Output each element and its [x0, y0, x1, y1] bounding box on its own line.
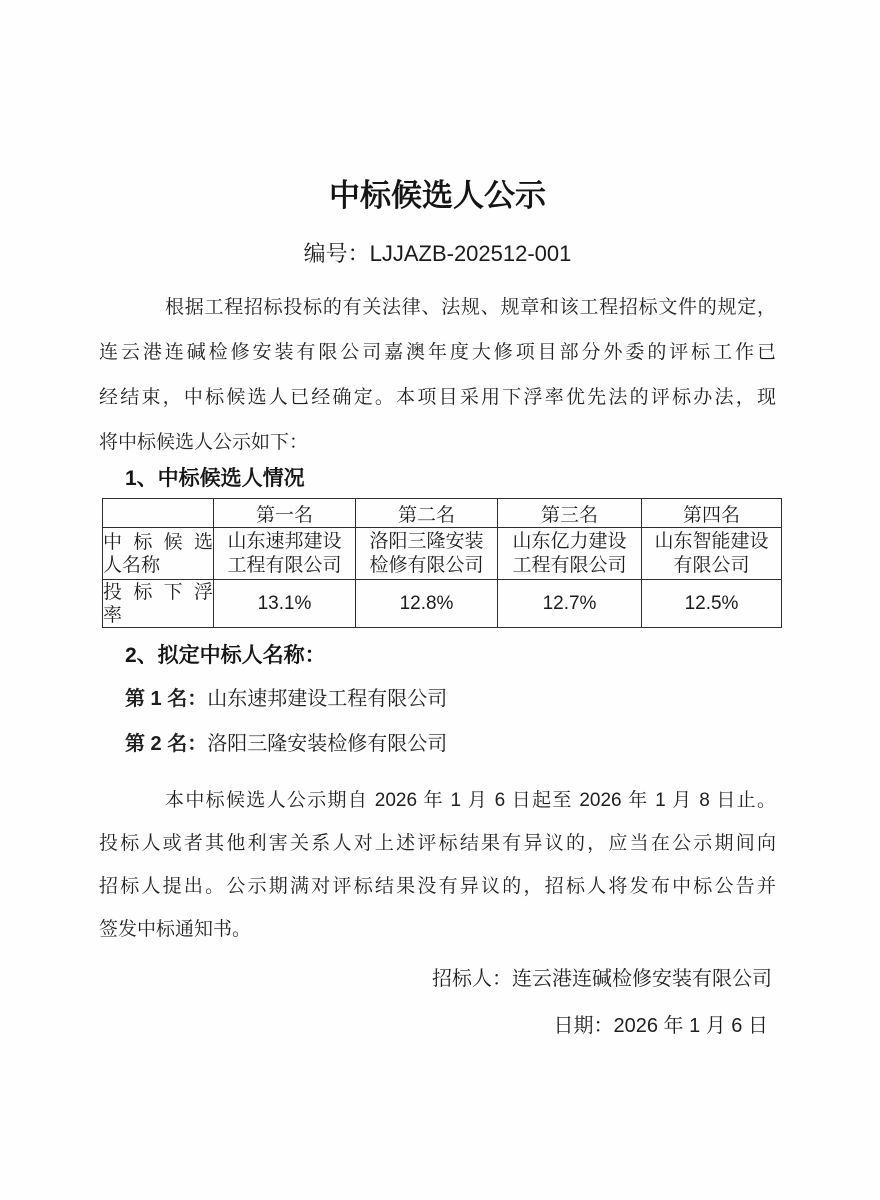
candidate-name-cell: 山东智能建设 有限公司 [642, 528, 782, 580]
rank-line [99, 722, 776, 767]
rank-header-cell: 第一名 [214, 499, 356, 528]
section1-heading: 1、中标候选人情况 [125, 467, 305, 490]
paragraph-line: 签发中标通知书。 [99, 919, 252, 940]
paragraph-line: 连云港连碱检修安装有限公司嘉澳年度大修项目部分外委的评标工作已 [99, 342, 776, 363]
rate-cell: 12.7% [498, 580, 642, 628]
rate-cell: 12.8% [356, 580, 498, 628]
rank-header-cell: 第四名 [642, 499, 782, 528]
rate-row [103, 580, 782, 628]
doc-number: 编号：LJJAZB-202512-001 [303, 241, 572, 266]
rank-prefix: 第 1 名： [125, 688, 208, 710]
table-header-row [103, 499, 782, 528]
signature-bidder: 招标人：连云港连碱检修安装有限公司 [432, 968, 772, 990]
candidate-name-cell: 洛阳三隆安装 检修有限公司 [356, 528, 498, 580]
candidates-table [102, 498, 782, 628]
paragraph-line: 根据工程招标投标的有关法律、法规、规章和该工程招标文件的规定， [165, 297, 776, 318]
rank-line [99, 677, 776, 722]
intro-paragraph [99, 285, 776, 465]
paragraph-line: 招标人提出。公示期满对评标结果没有异议的，招标人将发布中标公告并 [99, 876, 776, 897]
rank-company: 洛阳三隆安装检修有限公司 [207, 733, 448, 755]
candidate-name-row [103, 528, 782, 580]
paragraph-line: 投标人或者其他利害关系人对上述评标结果有异议的，应当在公示期间向 [99, 833, 776, 854]
document-content [99, 0, 776, 1040]
rank-header-cell: 第二名 [356, 499, 498, 528]
paragraph-line: 本中标候选人公示期自 2026 年 1 月 6 日起至 2026 年 1 月 8 日止。 [165, 790, 776, 811]
notice-paragraph [99, 779, 776, 951]
rank-header-cell: 第三名 [498, 499, 642, 528]
paragraph-line: 经结束，中标候选人已经确定。本项目采用下浮率优先法的评标办法，现 [99, 387, 776, 408]
doc-title: 中标候选人公示 [329, 178, 546, 213]
rank-prefix: 第 2 名： [125, 733, 208, 755]
paragraph-line: 将中标候选人公示如下： [99, 432, 309, 453]
row-label-cell: 中标候选 人名称 [103, 528, 214, 580]
candidate-name-cell: 山东亿力建设 工程有限公司 [498, 528, 642, 580]
row-label-cell: 投标下浮 率 [103, 581, 213, 626]
signature-date: 日期：2026 年 1 月 6 日 [553, 1015, 768, 1037]
rank-header-cell [103, 499, 214, 528]
section2-heading: 2、拟定中标人名称： [125, 644, 326, 667]
rate-cell: 13.1% [214, 580, 356, 628]
rank-company: 山东速邦建设工程有限公司 [207, 688, 448, 710]
candidate-name-cell: 山东速邦建设 工程有限公司 [214, 528, 356, 580]
rate-cell: 12.5% [642, 580, 782, 628]
